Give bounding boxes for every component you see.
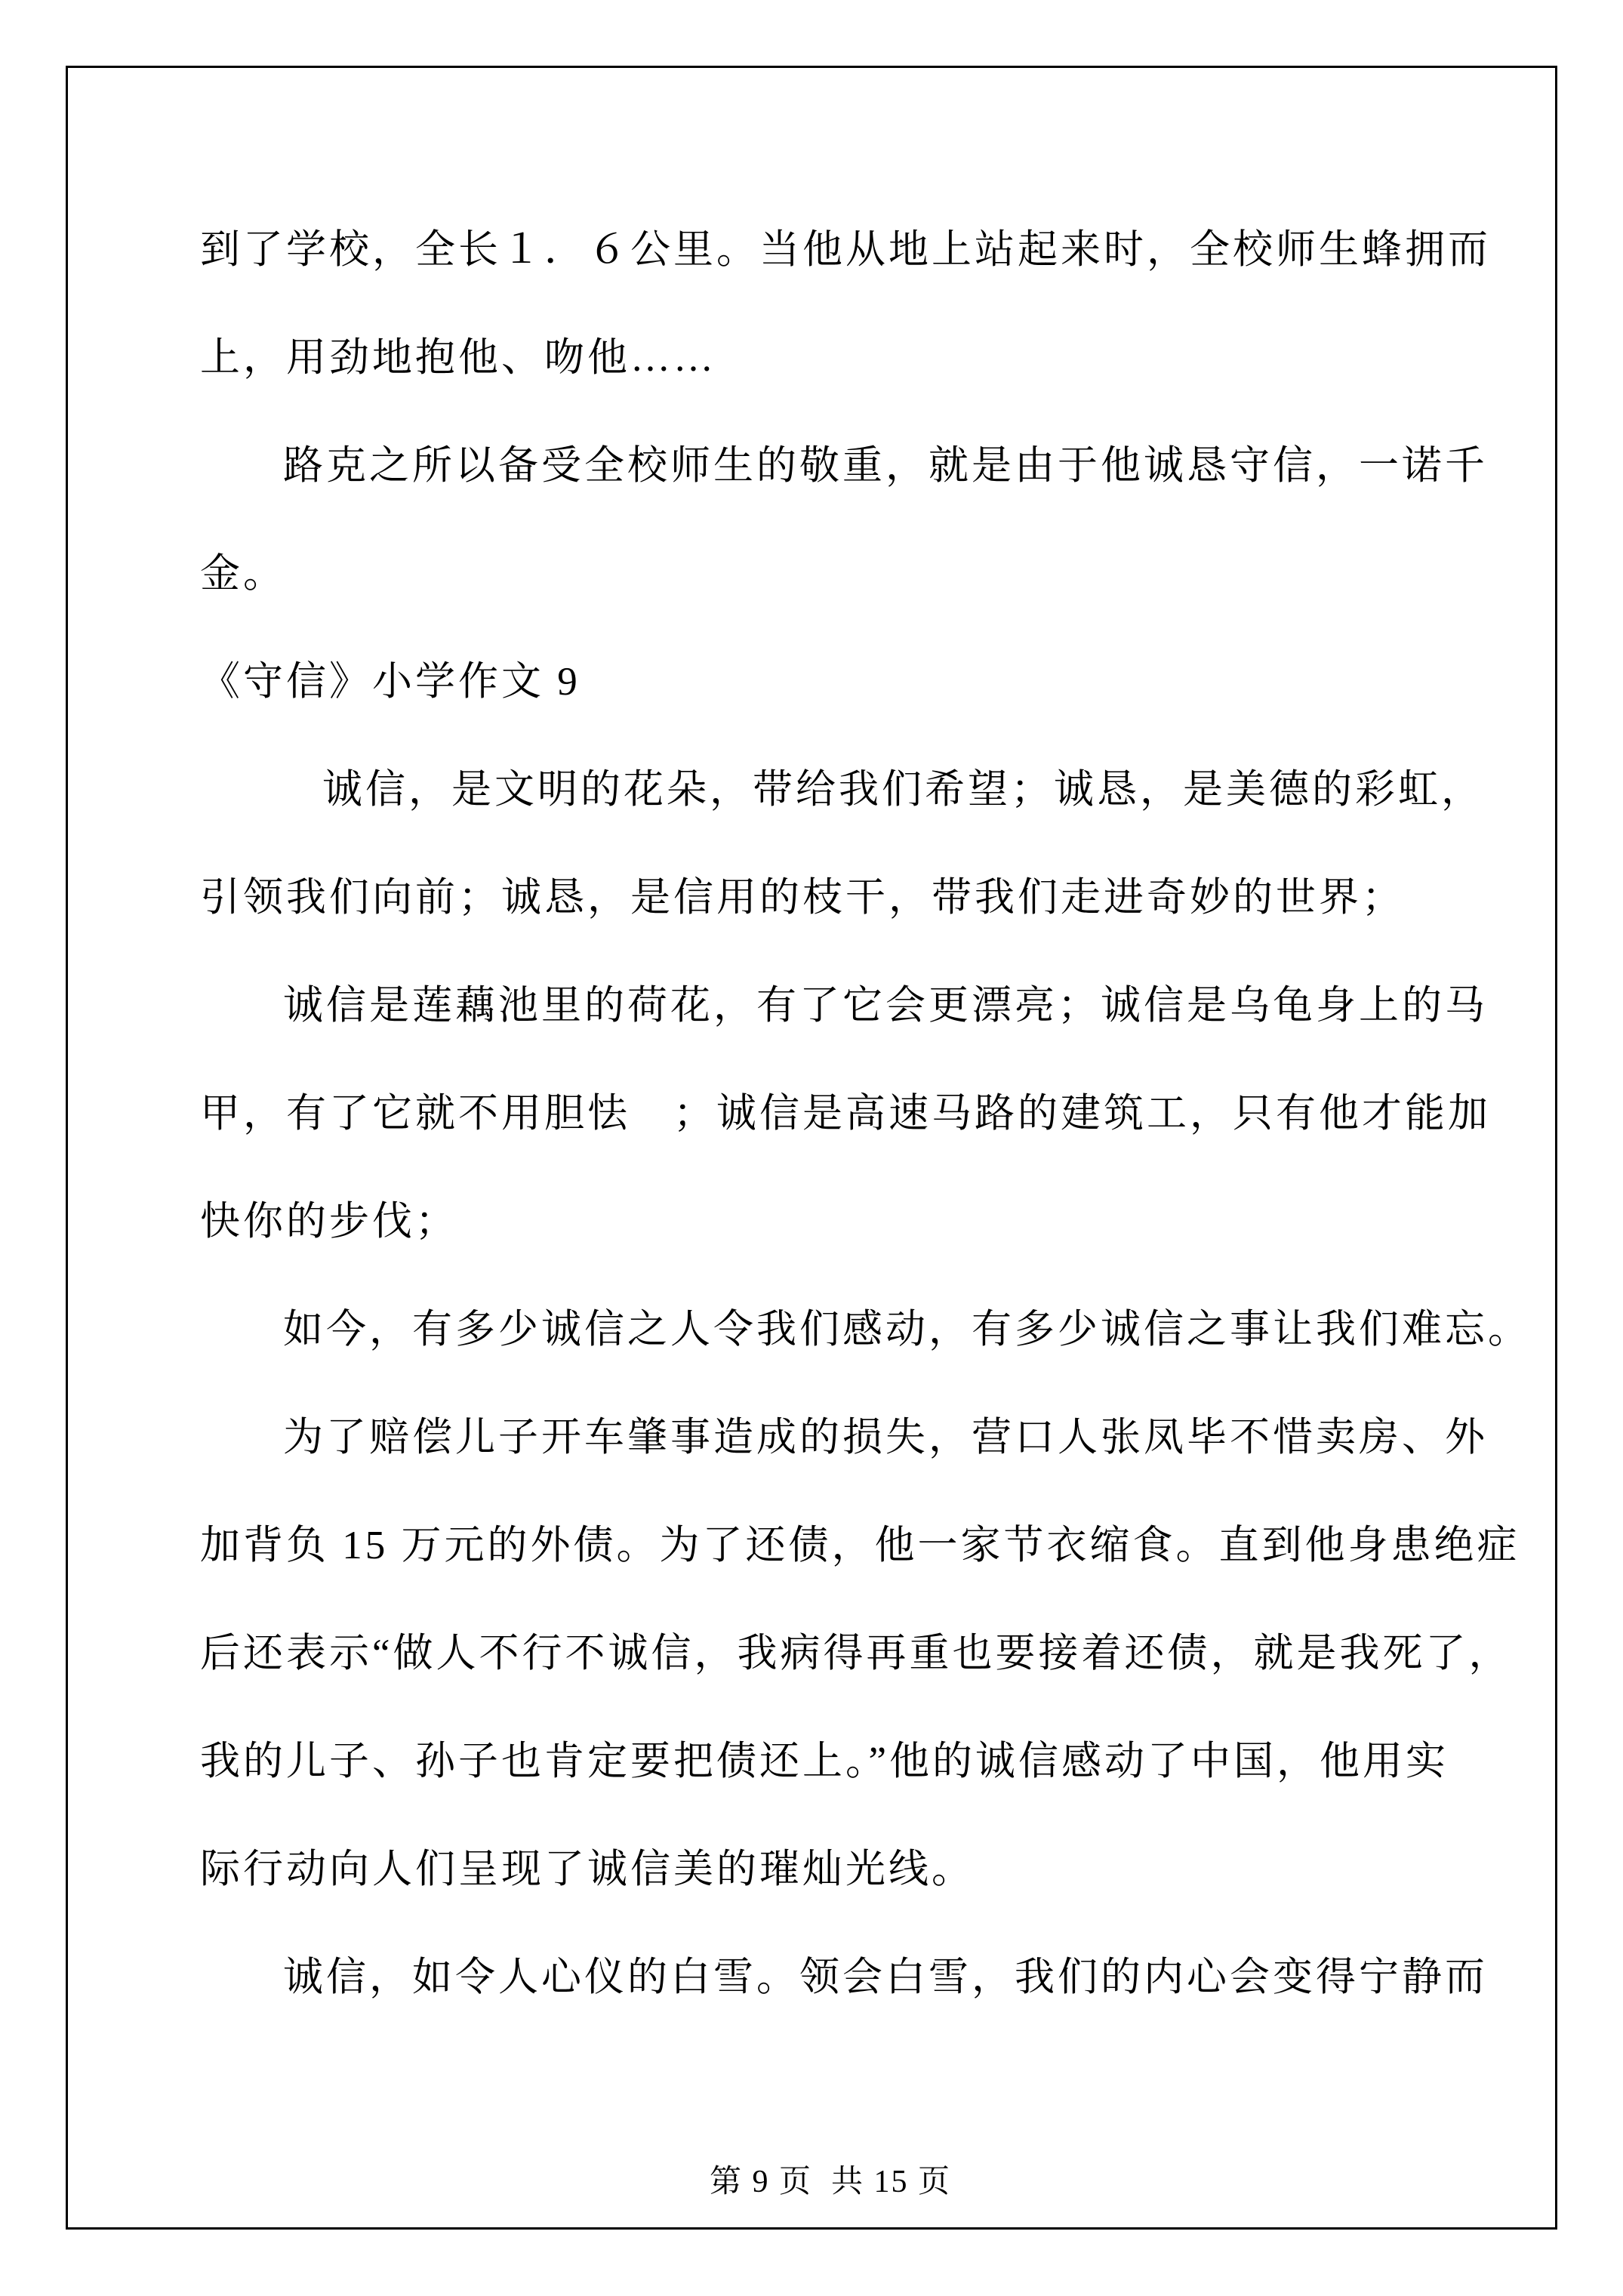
- text-line: 金。: [200, 552, 286, 596]
- document-body: [200, 196, 1531, 2032]
- text-line: 诚信，如令人心仪的白雪。领会白雪，我们的内心会变得宁静而: [283, 1955, 1488, 1999]
- text-line: 引领我们向前；诚恳，是信用的枝干，带我们走进奇妙的世界；: [200, 876, 1405, 920]
- text-line: 上，用劲地抱他、吻他……: [200, 336, 716, 380]
- text-line: 如今，有多少诚信之人令我们感动，有多少诚信之事让我们难忘。: [283, 1308, 1531, 1351]
- text-line: 为了赔偿儿子开车肇事造成的损失，营口人张凤毕不惜卖房、外: [283, 1416, 1488, 1459]
- text-line: 甲，有了它就不用胆怯 ；诚信是高速马路的建筑工，只有他才能加: [200, 1092, 1491, 1136]
- text-line: 诚信，是文明的花朵，带给我们希望；诚恳，是美德的彩虹，: [322, 768, 1484, 812]
- page-number-label: 第 9 页 共 15 页: [709, 2165, 951, 2199]
- text-line: 《守信》小学作文 9: [200, 660, 581, 704]
- text-line: 路克之所以备受全校师生的敬重，就是由于他诚恳守信，一诺千: [283, 444, 1488, 488]
- text-line: 诚信是莲藕池里的荷花，有了它会更漂亮；诚信是乌龟身上的马: [283, 984, 1488, 1028]
- text-line: 后还表示“做人不行不诚信，我病得再重也要接着还债，就是我死了，: [200, 1632, 1512, 1675]
- text-line: 际行动向人们呈现了诚信美的璀灿光线。: [200, 1848, 975, 1891]
- page-footer: [0, 2114, 1623, 2250]
- text-line: 到了学校，全长１．６公里。当他从地上站起来时，全校师生蜂拥而: [200, 228, 1491, 272]
- text-line: 加背负 15 万元的外债。为了还债，他一家节衣缩食。直到他身患绝症: [200, 1524, 1520, 1567]
- text-line: 快你的步伐；: [200, 1200, 458, 1244]
- text-line: 我的儿子、孙子也肯定要把债还上。”他的诚信感动了中国，他用实: [200, 1740, 1449, 1783]
